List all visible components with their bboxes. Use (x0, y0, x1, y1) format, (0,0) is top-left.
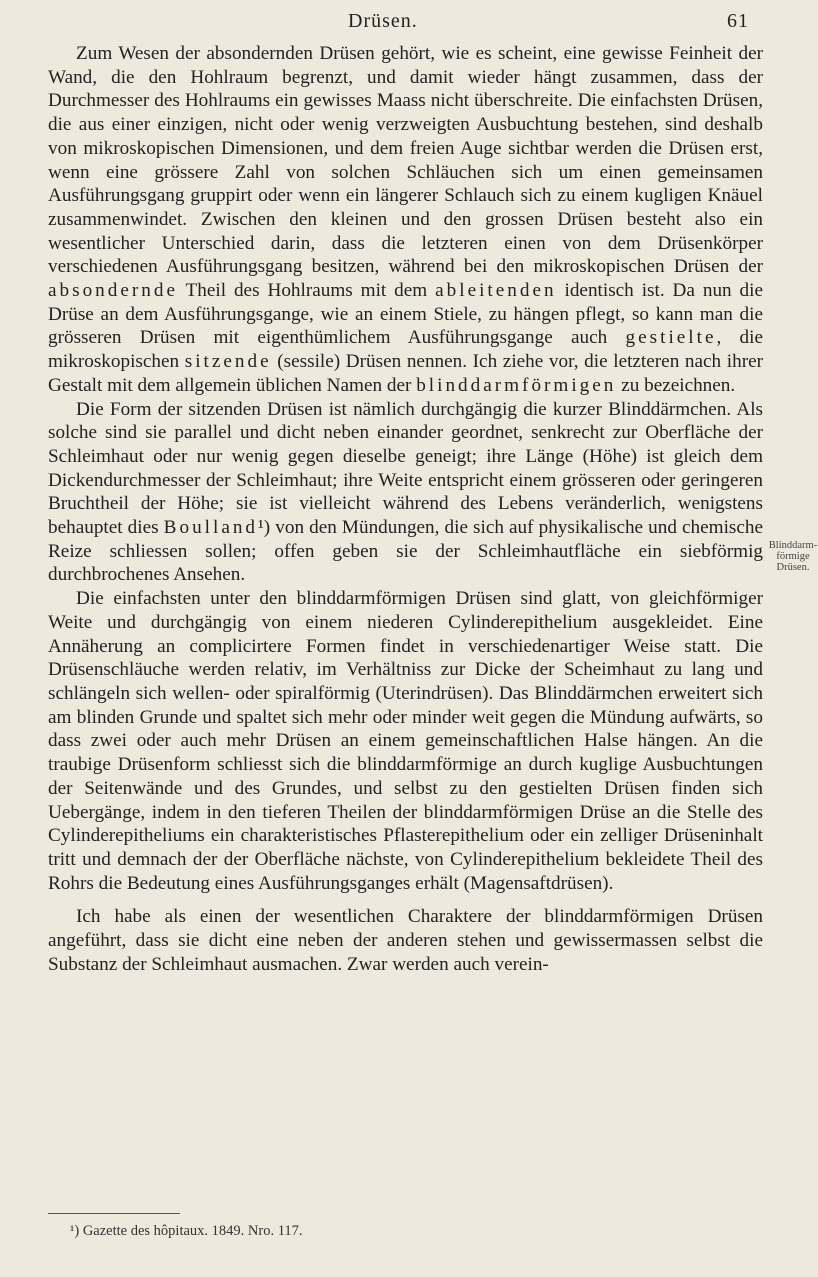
emphasized-term: Boulland (163, 517, 259, 539)
text-run: Die Form der sitzenden Drüsen ist nämlich durchgängig die kurzer Blinddärmchen. Als solche sind sie parallel und dicht neben einander geordnet, senkrecht zur Oberfläche der Schleimhaut oder nur wenig gegen dieselbe geneigt; ihre Länge (Höhe) ist gleich dem Dickendurchmesser der Schleimhaut; ihre Weite entspricht einem grösseren oder geringeren Bruchtheil der Höhe; sie ist vielleicht während des Lebens veränderlich, wenigstens behauptet dies (48, 398, 763, 539)
emphasized-term: blinddarmförmigen (416, 374, 617, 396)
text-run: Ich habe als einen der wesentlichen Charaktere der blinddarmförmigen Drüsen angeführt, dass sie dicht eine neben der anderen stehen und gewissermassen selbst die Substanz der Schleimhaut ausmachen. Zwar werden auch verein- (48, 906, 763, 975)
footnote-text: Gazette des hôpitaux. 1849. Nro. 117. (82, 1223, 303, 1239)
paragraph (48, 398, 763, 588)
page-header (0, 4, 800, 38)
emphasized-term: ableitenden (435, 280, 557, 302)
text-run: Die einfachsten unter den blinddarmförmigen Drüsen sind glatt, von gleichförmiger Weite und durchgängig von einem niederen Cylinderepithelium ausgekleidet. Eine Annäherung an complicirtere Formen findet in verschiedenartiger Weise statt. Die Drüsenschläuche werden relativ, im Verhältniss zur Dicke der Scheimhaut zu lang und schlängeln sich wellen- oder spiralförmig (Uterindrüsen). Das Blinddärmchen erweitert sich am blinden Grunde und spaltet sich mehr oder minder weit gegen die Mündung aufwärts, so dass zwei oder auch mehr Drüsen an einem gemeinschaftlichen Halse hängen. An die traubige Drüsenform schliesst sich die blinddarmförmige an durch kuglige Ausbuchtungen der Seitenwände und des Grundes, und selbst zu den gestielten Drüsen finden sich Uebergänge, indem in den tieferen Theilen der blinddarmförmigen Drüse an die Stelle des Cylinderepitheliums ein charakteristisches Pflasterepithelium oder ein zelliger Drüseninhalt tritt und demnach der der Oberfläche nächste, von Cylinderepithelium bekleidete Theil des Rohrs die Bedeutung eines Ausführungsganges erhält (Magensaftdrüsen). (48, 588, 763, 894)
text-run: Zum Wesen der absondernden Drüsen gehört, wie es scheint, eine gewisse Feinheit der Wand, die den Hohlraum begrenzt, und damit wieder hängt zusammen, dass der Durchmesser des Hohlraums ein gewisses Maass nicht überschreite. Die einfachsten Drüsen, die aus einer einzigen, nicht oder wenig verzweigten Ausbuchtung bestehen, sind deshalb von mikroskopischen Dimensionen, und dem freien Auge sichtbar werden die Drüsen erst, wenn eine grössere Zahl von solchen Schläuchen sich um einen gemeinsamen Ausführungsgang gruppirt oder wenn ein längerer Schlauch sich zu einem kugligen Knäuel zusammenwindet. Zwischen den kleinen und den grossen Drüsen besteht also ein wesentlicher Unterschied darin, dass die letzteren einen von dem Drüsenkörper verschiedenen Ausführungsgang besitzen, während bei den mikroskopischen Drüsen der (48, 43, 763, 278)
margin-note-line: Blinddarm- (768, 540, 818, 551)
text-run: Theil des Hohlraums mit dem (177, 280, 436, 302)
main-text (48, 42, 763, 976)
paragraph (48, 42, 763, 398)
paragraph (48, 905, 763, 976)
margin-note (768, 540, 818, 573)
footnote-rule (48, 1213, 180, 1214)
text-run: , die mikroskopischen (48, 327, 763, 373)
text-run: identisch ist. Da nun die Drüse an dem Ausführungsgange, wie an einem Stiele, zu hängen pflegt, so kann man die grösseren Drüsen mit eigenthümlichem Ausführungsgange auch (48, 280, 763, 349)
page-number: 61 (727, 10, 749, 32)
text-run: ¹) von den Mündungen, die sich auf physikalische und chemische Reize schliessen sollen; offen geben sie der Schleimhautfläche ein siebförmig durchbrochenes Ansehen. (48, 517, 763, 586)
text-run: zu bezeichnen. (616, 374, 736, 396)
running-title: Drüsen. (348, 10, 418, 32)
margin-note-line: förmige (776, 551, 810, 562)
paragraph (48, 587, 763, 895)
margin-note-line: Drüsen. (776, 562, 810, 573)
footnote (48, 1222, 785, 1240)
footnote-marker: ¹) (70, 1223, 80, 1239)
emphasized-term: absondernde (48, 280, 178, 302)
text-run: (sessile) Drüsen nennen. Ich ziehe vor, die letzteren nach ihrer Gestalt mit dem allgemein üblichen Namen der (48, 351, 764, 396)
emphasized-term: gestielte (625, 327, 717, 349)
emphasized-term: sitzende (184, 351, 272, 373)
